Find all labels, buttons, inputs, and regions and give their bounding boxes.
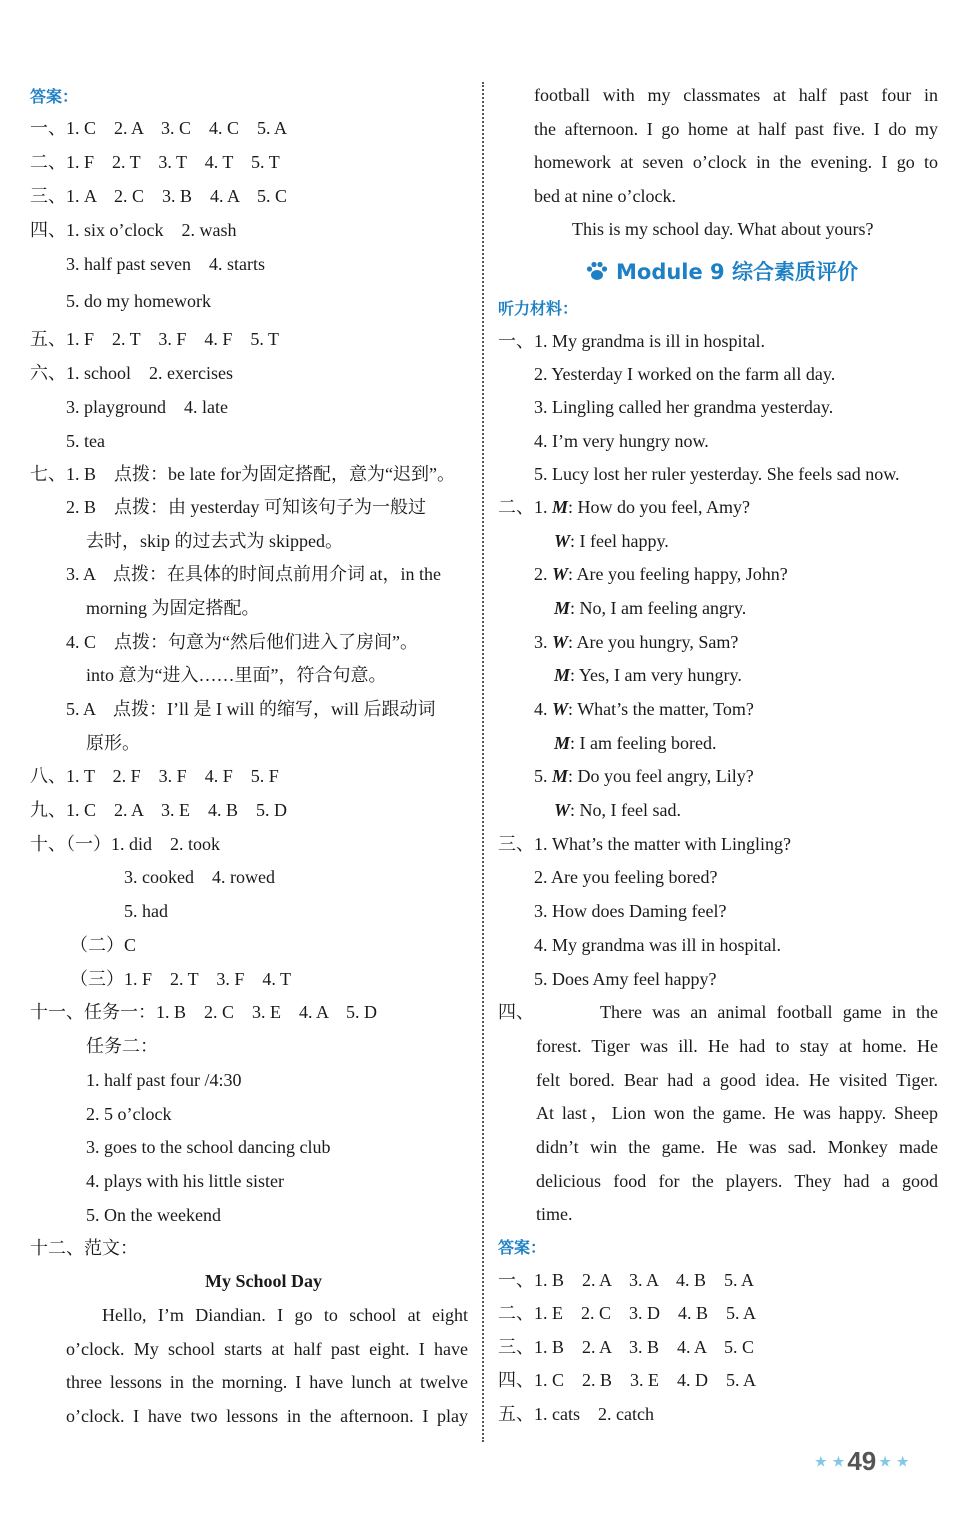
answer-line: morning 为固定搭配。 [86,598,260,618]
column-divider [482,82,484,1442]
dialogue-line [554,797,681,823]
essay-line: football with my classmates at half past four in [534,85,938,105]
passage-line: forest. Tiger was ill. He had to stay at home. He [536,1036,938,1056]
answer-line: 5. A 点拨：I’ll 是 I will 的缩写，will 后跟动词 [66,699,436,719]
speaker-label: M [554,733,571,753]
listening-line: 3. Lingling called her grandma yesterday. [534,397,834,417]
answer-line: 去时，skip 的过去式为 skipped。 [86,531,343,551]
page-number [812,1446,912,1477]
answer-line: 5. On the weekend [86,1205,221,1225]
answer-line: 六、1. school 2. exercises [30,363,233,383]
answer-line: 3. cooked 4. rowed [124,867,275,887]
answer-line: 八、1. T 2. F 3. F 4. F 5. F [30,766,279,786]
speaker-label: W [552,632,569,652]
section-label: 四、 [498,1002,534,1022]
paw-icon [586,261,608,281]
essay-line: This is my school day. What about yours? [572,219,874,239]
listening-heading: 听力材料： [498,299,579,318]
dialogue-text: : No, I feel sad. [570,800,681,820]
speaker-label: M [554,598,571,618]
answer-line: 四、1. six o’clock 2. wash [30,220,237,240]
essay-line: bed at nine o’clock. [534,186,676,206]
dialogue-line [554,595,746,621]
listening-line: 4. I’m very hungry now. [534,431,709,451]
answer-line: 五、1. F 2. T 3. F 4. F 5. T [30,329,280,349]
answer-line: 3. goes to the school dancing club [86,1137,331,1157]
speaker-label: W [552,699,569,719]
speaker-label: M [552,766,569,786]
item-number: 二、1. [498,497,548,517]
star-icon: ★ [832,1453,845,1469]
dialogue-line [554,662,742,688]
essay-line: the afternoon. I go home at half past five. I do my [534,119,938,139]
dialogue-text: : Are you hungry, Sam? [568,632,739,652]
answer-line: 十一、任务一：1. B 2. C 3. E 4. A 5. D [30,1002,378,1022]
speaker-label: M [554,665,571,685]
answer-line: 2. 5 o’clock [86,1104,172,1124]
answer-line: 3. half past seven 4. starts [66,254,265,274]
listening-line: 一、1. My grandma is ill in hospital. [498,331,765,351]
answer-line: into 意为“进入……里面”，符合句意。 [86,665,387,685]
answer-line: 二、1. E 2. C 3. D 4. B 5. A [498,1303,757,1323]
answer-line: 2. B 点拨：由 yesterday 可知该句子为一般过 [66,497,426,517]
passage-line: felt bored. Bear had a good idea. He visited Tiger. [536,1070,938,1090]
listening-line: 5. Lucy lost her ruler yesterday. She feels sad now. [534,464,900,484]
dialogue-text: : Are you feeling happy, John? [568,564,788,584]
essay-line: homework at seven o’clock in the evening. I go to [534,152,938,172]
item-number: 3. [534,632,548,652]
dialogue-text: : No, I am feeling angry. [570,598,747,618]
module-title [586,256,858,286]
star-icon: ★ [896,1453,909,1469]
dialogue-line [554,730,716,756]
answer-line: 二、1. F 2. T 3. T 4. T 5. T [30,152,280,172]
answer-line: 四、1. C 2. B 3. E 4. D 5. A [498,1370,757,1390]
answer-line: 5. do my homework [66,291,211,311]
passage-line: There was an animal football game in the [600,1002,938,1022]
dialogue-text: : How do you feel, Amy? [568,497,750,517]
star-icon: ★ [815,1453,827,1469]
speaker-label: W [552,564,569,584]
dialogue-line [534,629,738,655]
answer-line: 5. had [124,901,168,921]
dialogue-line [534,561,788,587]
answer-line: 4. plays with his little sister [86,1171,284,1191]
speaker-label: W [554,800,571,820]
passage-line: delicious food for the players. They had a good [536,1171,938,1191]
answers-heading: 答案： [498,1238,547,1257]
answer-line: 5. tea [66,431,105,451]
star-icon: ★ [879,1453,891,1469]
passage-line: didn’t win the game. He was sad. Monkey made [536,1137,938,1157]
listening-line: 三、1. What’s the matter with Lingling? [498,834,791,854]
module-title-text: Module 9 综合素质评价 [616,260,858,284]
dialogue-line [534,696,754,722]
answer-line: 1. half past four /4:30 [86,1070,242,1090]
dialogue-line [498,494,750,520]
essay-line: three lessons in the morning. I have lunch at twelve [66,1372,468,1392]
answer-line: 九、1. C 2. A 3. E 4. B 5. D [30,800,288,820]
answer-line: 三、1. A 2. C 3. B 4. A 5. C [30,186,288,206]
listening-line: 2. Yesterday I worked on the farm all day. [534,364,836,384]
dialogue-text: : Yes, I am very hungry. [570,665,742,685]
page-number-text: 49 [847,1446,877,1476]
essay-line: o’clock. I have two lessons in the afternoon. I play [66,1406,468,1426]
item-number: 2. [534,564,548,584]
answer-line: （三）1. F 2. T 3. F 4. T [70,969,292,989]
listening-line: 2. Are you feeling bored? [534,867,718,887]
answer-line: 4. C 点拨：句意为“然后他们进入了房间”。 [66,632,418,652]
answer-line: 任务二： [86,1036,158,1056]
answers-heading: 答案： [30,87,79,106]
essay-title: My School Day [205,1271,322,1291]
answer-line: 三、1. B 2. A 3. B 4. A 5. C [498,1337,755,1357]
dialogue-line [554,528,669,554]
dialogue-text: : I feel happy. [570,531,669,551]
passage-line: time. [536,1204,573,1224]
answer-line: 五、1. cats 2. catch [498,1404,654,1424]
listening-line: 3. How does Daming feel? [534,901,727,921]
answer-line: 十二、范文： [30,1238,138,1258]
answer-line: 七、1. B 点拨：be late for为固定搭配，意为“迟到”。 [30,464,455,484]
dialogue-text: : What’s the matter, Tom? [568,699,754,719]
dialogue-text: : Do you feel angry, Lily? [568,766,754,786]
answer-line: （二）C [70,935,137,955]
dialogue-line [534,763,754,789]
essay-line: Hello, I’m Diandian. I go to school at eight [102,1305,468,1325]
answer-line: 3. playground 4. late [66,397,228,417]
answer-line: 原形。 [86,733,140,753]
listening-line: 4. My grandma was ill in hospital. [534,935,781,955]
item-number: 4. [534,699,548,719]
listening-line: 5. Does Amy feel happy? [534,969,717,989]
answer-line: 3. A 点拨：在具体的时间点前用介词 at，in the [66,564,441,584]
answer-line: 十、（一）1. did 2. took [30,834,221,854]
answer-line: 一、1. B 2. A 3. A 4. B 5. A [498,1270,755,1290]
answer-line: 一、1. C 2. A 3. C 4. C 5. A [30,118,288,138]
speaker-label: W [554,531,571,551]
passage-line: At last，Lion won the game. He was happy. Sheep [536,1103,938,1123]
item-number: 5. [534,766,548,786]
speaker-label: M [552,497,569,517]
dialogue-text: : I am feeling bored. [570,733,717,753]
essay-line: o’clock. My school starts at half past eight. I have [66,1339,468,1359]
